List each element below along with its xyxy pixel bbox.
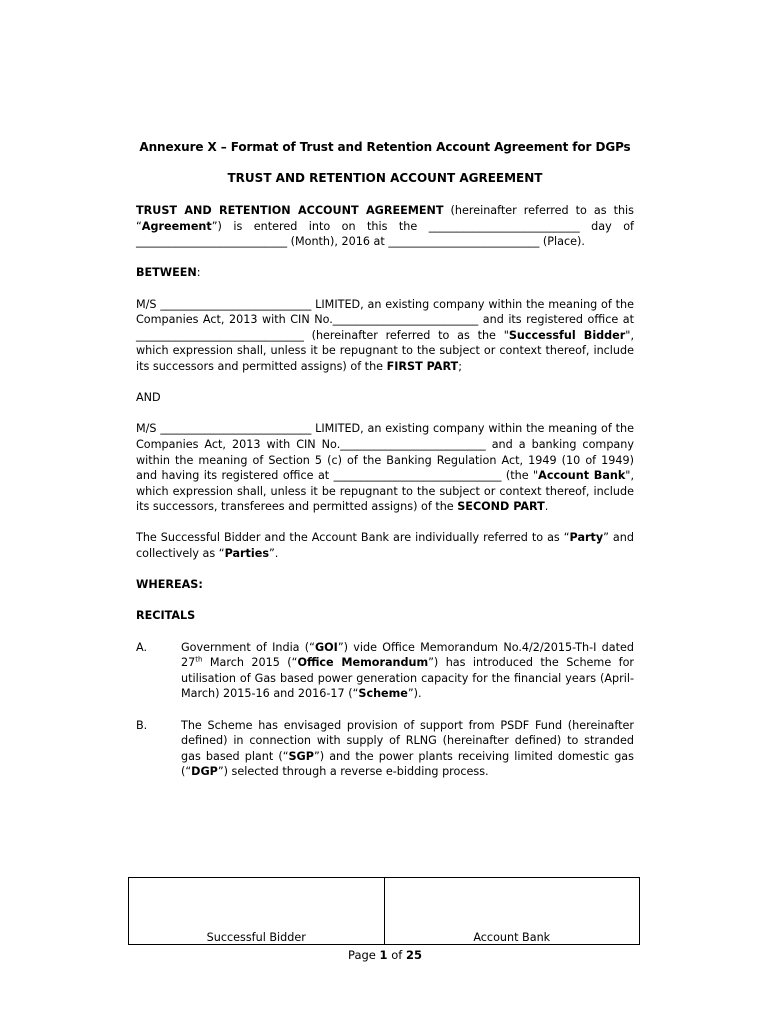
party2-text-3: . (544, 500, 549, 514)
recitals-heading (136, 608, 634, 624)
recital-b-text (181, 718, 634, 780)
party-term: Party (569, 531, 604, 545)
party1-text-1: M/S ___________________________ LIMITED, an existing company within the meaning of the Companies Act, 2013 with CIN No.__________________________ and its registered office at ______________________________ (hereinafter referred to as the " (136, 297, 634, 342)
signature-cell-account-bank (384, 878, 640, 944)
whereas-heading (136, 577, 634, 593)
second-party-paragraph (136, 421, 634, 515)
page-number (0, 948, 770, 962)
successful-bidder-label: Successful Bidder (206, 931, 306, 944)
between-label: BETWEEN (136, 266, 197, 280)
intro-defined-term: Agreement (141, 219, 212, 233)
party1-part-label: FIRST PART (386, 359, 459, 373)
agreement-title: TRUST AND RETENTION ACCOUNT AGREEMENT (227, 171, 543, 185)
recital-a-text-4: ”) has introduced the Scheme for utilisation of Gas based power generation capacity for the financial years (April-March) 2015-16 and 2016-17 (“ (181, 656, 635, 701)
parties-term: Parties (224, 547, 269, 561)
recital-a-text-2: ”) vide Office Memorandum No.4/2/2015-Th-I dated 27 (181, 640, 635, 670)
of-word: of (387, 948, 406, 962)
recital-b-text-1: The Scheme has envisaged provision of support from PSDF Fund (hereinafter defined) in connection with supply of RLNG (hereinafter defined) to stranded gas based plant (“ (181, 718, 634, 763)
parties-text-2: ” and collectively as “ (136, 531, 634, 561)
recital-b-text-3: ”) selected through a reverse e-bidding process. (217, 765, 489, 779)
party2-defined-term: Account Bank (538, 469, 626, 483)
goi-term: GOI (314, 640, 338, 654)
intro-agreement-name: TRUST AND RETENTION ACCOUNT AGREEMENT (136, 204, 444, 217)
recital-a (136, 640, 634, 702)
recital-a-text (181, 640, 634, 702)
recital-b-text-2: ”) and the power plants receiving limited domestic gas (“ (181, 749, 634, 779)
account-bank-label: Account Bank (473, 931, 551, 944)
signature-table (128, 877, 640, 945)
signature-cell-successful-bidder (129, 878, 384, 944)
intro-paragraph (136, 203, 634, 250)
party2-text-1: M/S ___________________________ LIMITED, an existing company within the meaning of the Companies Act, 2013 with CIN No.__________________________ and a banking company within the meaning of Section 5 (c) of the Banking Regulation Act, 1949 (10 of 1949) and having its registered office at ______________________________ (the " (136, 422, 634, 483)
office-memorandum-term: Office Memorandum (297, 656, 429, 670)
parties-text-1: The Successful Bidder and the Account Bank are individually referred to as “ (136, 531, 570, 545)
recital-a-text-3: March 2015 (“ (202, 656, 298, 670)
first-party-paragraph (136, 297, 634, 375)
current-page: 1 (379, 948, 388, 962)
and-separator: AND (136, 391, 161, 405)
party1-text-3: ; (458, 359, 462, 373)
recital-b (136, 718, 634, 780)
dgp-term: DGP (191, 765, 218, 779)
party1-defined-term: Successful Bidder (508, 328, 626, 342)
between-colon: : (196, 266, 201, 280)
recital-a-text-5: ”). (407, 687, 422, 701)
agreement-body (136, 203, 634, 780)
between-heading (136, 265, 634, 281)
page-word: Page (348, 948, 380, 962)
ordinal-suffix: th (195, 655, 203, 664)
intro-text-1: (hereinafter referred to as this “ (136, 204, 634, 233)
party2-part-label: SECOND PART (457, 500, 545, 514)
sgp-term: SGP (288, 749, 314, 763)
total-pages: 25 (405, 948, 422, 962)
recitals-label: RECITALS (136, 609, 196, 623)
recital-a-text-1: Government of India (“ (181, 640, 315, 654)
party1-text-2: ", which expression shall, unless it be repugnant to the subject or context thereof, include its successors and permitted assigns) of the (136, 328, 634, 373)
recital-a-label: A. (136, 640, 148, 654)
intro-text-2: ”) is entered into on this the ___________________________ day of ___________________________ (Month), 2016 at ___________________________ (Place). (136, 219, 634, 249)
parties-paragraph (136, 530, 634, 561)
recital-b-label: B. (136, 718, 148, 732)
whereas-label: WHEREAS: (136, 578, 203, 592)
annexure-title: Annexure X – Format of Trust and Retention Account Agreement for DGPs (139, 140, 631, 154)
party2-text-2: ", which expression shall, unless it be repugnant to the subject or context thereof, include its successors, transferees and permitted assigns) of the (136, 469, 634, 514)
parties-text-3: ”. (268, 547, 279, 561)
scheme-term: Scheme (358, 687, 408, 701)
